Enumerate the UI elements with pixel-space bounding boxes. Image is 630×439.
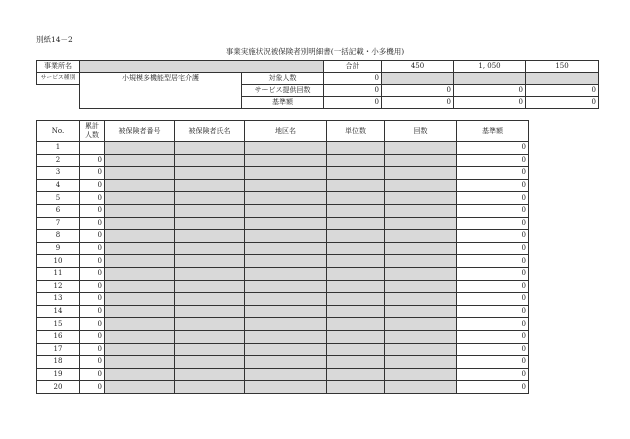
office-name-field[interactable] [80, 61, 324, 73]
district-field[interactable] [245, 368, 327, 381]
count-field[interactable] [385, 330, 457, 343]
col-insured-number: 被保険者番号 [105, 121, 175, 142]
cumulative-count: 0 [80, 356, 105, 369]
cumulative-count: 0 [80, 381, 105, 394]
insured-name-field[interactable] [175, 381, 245, 394]
office-label: 事業所名 [37, 61, 80, 73]
units-field[interactable] [327, 217, 385, 230]
units-field[interactable] [327, 267, 385, 280]
row-number: 5 [37, 192, 80, 205]
cumulative-count [80, 142, 105, 155]
district-field[interactable] [245, 230, 327, 243]
count-field[interactable] [385, 381, 457, 394]
table-row [37, 318, 529, 331]
count-field[interactable] [385, 154, 457, 167]
insured-name-field[interactable] [175, 343, 245, 356]
row-number: 6 [37, 204, 80, 217]
base-amount: 0 [457, 356, 529, 369]
units-field[interactable] [327, 305, 385, 318]
detail-header-row [37, 121, 529, 142]
base-amount: 0 [457, 167, 529, 180]
col-cumulative: 累計 人数 [80, 121, 105, 142]
insured-number-field[interactable] [105, 356, 175, 369]
insured-number-field[interactable] [105, 142, 175, 155]
base-amount: 0 [457, 305, 529, 318]
insured-name-field[interactable] [175, 167, 245, 180]
col-insured-name: 被保険者氏名 [175, 121, 245, 142]
col-district: 地区名 [245, 121, 327, 142]
count-field[interactable] [385, 368, 457, 381]
insured-name-field[interactable] [175, 255, 245, 268]
cumulative-count: 0 [80, 293, 105, 306]
row-number: 1 [37, 142, 80, 155]
cumulative-count: 0 [80, 179, 105, 192]
count-field[interactable] [385, 343, 457, 356]
row-number: 10 [37, 255, 80, 268]
count-field[interactable] [385, 280, 457, 293]
insured-name-field[interactable] [175, 217, 245, 230]
insured-name-field[interactable] [175, 192, 245, 205]
insured-name-field[interactable] [175, 142, 245, 155]
col-base-amount: 基準額 [457, 121, 529, 142]
units-field[interactable] [327, 330, 385, 343]
cumulative-count: 0 [80, 242, 105, 255]
insured-name-field[interactable] [175, 330, 245, 343]
units-field[interactable] [327, 154, 385, 167]
units-field[interactable] [327, 142, 385, 155]
count-field[interactable] [385, 267, 457, 280]
district-field[interactable] [245, 356, 327, 369]
insured-number-field[interactable] [105, 204, 175, 217]
summary-row-label: 基準額 [242, 97, 324, 109]
cumulative-count: 0 [80, 330, 105, 343]
row-number: 14 [37, 305, 80, 318]
district-field[interactable] [245, 305, 327, 318]
base-amount: 0 [457, 154, 529, 167]
summary-cell [526, 73, 599, 85]
units-field[interactable] [327, 230, 385, 243]
table-row [37, 280, 529, 293]
service-type-label: サービス種別 [37, 73, 80, 85]
summary-cell: 0 [454, 97, 526, 109]
base-amount: 0 [457, 381, 529, 394]
count-field[interactable] [385, 217, 457, 230]
insured-name-field[interactable] [175, 204, 245, 217]
row-number: 19 [37, 368, 80, 381]
table-row [37, 368, 529, 381]
district-field[interactable] [245, 318, 327, 331]
insured-name-field[interactable] [175, 318, 245, 331]
insured-name-field[interactable] [175, 267, 245, 280]
base-amount: 0 [457, 293, 529, 306]
cumulative-count: 0 [80, 280, 105, 293]
count-field[interactable] [385, 192, 457, 205]
row-number: 2 [37, 154, 80, 167]
units-field[interactable] [327, 192, 385, 205]
table-row [37, 293, 529, 306]
insured-number-field[interactable] [105, 154, 175, 167]
insured-name-field[interactable] [175, 242, 245, 255]
cumulative-count: 0 [80, 267, 105, 280]
unit-header-3: 150 [526, 61, 599, 73]
detail-table [36, 120, 529, 394]
district-field[interactable] [245, 179, 327, 192]
insured-number-field[interactable] [105, 230, 175, 243]
summary-total: 0 [324, 85, 382, 97]
units-field[interactable] [327, 204, 385, 217]
district-field[interactable] [245, 204, 327, 217]
summary-cell [382, 73, 454, 85]
summary-total: 0 [324, 73, 382, 85]
table-row [37, 167, 529, 180]
base-amount: 0 [457, 142, 529, 155]
count-field[interactable] [385, 179, 457, 192]
summary-total: 0 [324, 97, 382, 109]
table-row [37, 192, 529, 205]
base-amount: 0 [457, 368, 529, 381]
district-field[interactable] [245, 142, 327, 155]
row-number: 20 [37, 381, 80, 394]
district-field[interactable] [245, 381, 327, 394]
row-number: 9 [37, 242, 80, 255]
base-amount: 0 [457, 330, 529, 343]
base-amount: 0 [457, 280, 529, 293]
col-units: 単位数 [327, 121, 385, 142]
district-field[interactable] [245, 167, 327, 180]
base-amount: 0 [457, 179, 529, 192]
base-amount: 0 [457, 217, 529, 230]
base-amount: 0 [457, 204, 529, 217]
insured-number-field[interactable] [105, 179, 175, 192]
page-title: 事業実施状況被保険者別明細書(一括記載・小多機用) [225, 47, 405, 56]
cumulative-count: 0 [80, 305, 105, 318]
summary-cell: 0 [382, 85, 454, 97]
insured-name-field[interactable] [175, 179, 245, 192]
col-count: 回数 [385, 121, 457, 142]
units-field[interactable] [327, 242, 385, 255]
total-header: 合計 [324, 61, 382, 73]
insured-number-field[interactable] [105, 305, 175, 318]
district-field[interactable] [245, 280, 327, 293]
summary-cell: 0 [454, 85, 526, 97]
insured-number-field[interactable] [105, 267, 175, 280]
row-number: 8 [37, 230, 80, 243]
insured-number-field[interactable] [105, 255, 175, 268]
cumulative-count: 0 [80, 204, 105, 217]
count-field[interactable] [385, 255, 457, 268]
cumulative-count: 0 [80, 230, 105, 243]
table-row [37, 179, 529, 192]
summary-row-label: 対象人数 [242, 73, 324, 85]
insured-number-field[interactable] [105, 330, 175, 343]
cumulative-count: 0 [80, 167, 105, 180]
count-field[interactable] [385, 230, 457, 243]
unit-header-1: 450 [382, 61, 454, 73]
row-number: 15 [37, 318, 80, 331]
table-row [37, 204, 529, 217]
table-row [37, 305, 529, 318]
base-amount: 0 [457, 242, 529, 255]
row-number: 7 [37, 217, 80, 230]
district-field[interactable] [245, 293, 327, 306]
table-row [37, 381, 529, 394]
cumulative-count: 0 [80, 217, 105, 230]
insured-number-field[interactable] [105, 217, 175, 230]
units-field[interactable] [327, 255, 385, 268]
insured-name-field[interactable] [175, 154, 245, 167]
cumulative-count: 0 [80, 154, 105, 167]
col-no: No. [37, 121, 80, 142]
table-row [37, 343, 529, 356]
row-number: 17 [37, 343, 80, 356]
insured-number-field[interactable] [105, 343, 175, 356]
table-row [37, 330, 529, 343]
units-field[interactable] [327, 167, 385, 180]
summary-table [36, 60, 599, 109]
insured-number-field[interactable] [105, 192, 175, 205]
count-field[interactable] [385, 167, 457, 180]
cumulative-count: 0 [80, 255, 105, 268]
count-field[interactable] [385, 142, 457, 155]
district-field[interactable] [245, 192, 327, 205]
insured-name-field[interactable] [175, 280, 245, 293]
units-field[interactable] [327, 293, 385, 306]
insured-number-field[interactable] [105, 293, 175, 306]
insured-name-field[interactable] [175, 368, 245, 381]
row-number: 3 [37, 167, 80, 180]
district-field[interactable] [245, 255, 327, 268]
cumulative-count: 0 [80, 318, 105, 331]
insured-name-field[interactable] [175, 230, 245, 243]
summary-cell: 0 [382, 97, 454, 109]
unit-header-2: 1, 050 [454, 61, 526, 73]
insured-number-field[interactable] [105, 368, 175, 381]
units-field[interactable] [327, 343, 385, 356]
base-amount: 0 [457, 267, 529, 280]
insured-number-field[interactable] [105, 318, 175, 331]
district-field[interactable] [245, 217, 327, 230]
units-field[interactable] [327, 356, 385, 369]
summary-cell: 0 [526, 97, 599, 109]
cumulative-count: 0 [80, 192, 105, 205]
summary-cell [454, 73, 526, 85]
summary-row-label: サービス提供回数 [242, 85, 324, 97]
base-amount: 0 [457, 192, 529, 205]
units-field[interactable] [327, 318, 385, 331]
district-field[interactable] [245, 343, 327, 356]
row-number: 18 [37, 356, 80, 369]
base-amount: 0 [457, 255, 529, 268]
row-number: 11 [37, 267, 80, 280]
table-row [37, 356, 529, 369]
base-amount: 0 [457, 343, 529, 356]
table-row [37, 267, 529, 280]
table-row [37, 255, 529, 268]
units-field[interactable] [327, 179, 385, 192]
table-row [37, 217, 529, 230]
row-number: 16 [37, 330, 80, 343]
insured-number-field[interactable] [105, 381, 175, 394]
count-field[interactable] [385, 293, 457, 306]
district-field[interactable] [245, 242, 327, 255]
count-field[interactable] [385, 318, 457, 331]
row-number: 13 [37, 293, 80, 306]
row-number: 4 [37, 179, 80, 192]
count-field[interactable] [385, 242, 457, 255]
insured-number-field[interactable] [105, 242, 175, 255]
service-type-value: 小規模多機能型居宅介護 [80, 73, 242, 109]
base-amount: 0 [457, 318, 529, 331]
insured-name-field[interactable] [175, 356, 245, 369]
table-row [37, 142, 529, 155]
insured-name-field[interactable] [175, 305, 245, 318]
base-amount: 0 [457, 230, 529, 243]
count-field[interactable] [385, 356, 457, 369]
cumulative-count: 0 [80, 368, 105, 381]
insured-number-field[interactable] [105, 280, 175, 293]
units-field[interactable] [327, 381, 385, 394]
summary-cell: 0 [526, 85, 599, 97]
district-field[interactable] [245, 267, 327, 280]
form-id: 別紙14－2 [36, 35, 73, 44]
row-number: 12 [37, 280, 80, 293]
insured-number-field[interactable] [105, 167, 175, 180]
cumulative-count: 0 [80, 343, 105, 356]
units-field[interactable] [327, 280, 385, 293]
count-field[interactable] [385, 305, 457, 318]
table-row [37, 154, 529, 167]
table-row [37, 242, 529, 255]
insured-name-field[interactable] [175, 293, 245, 306]
units-field[interactable] [327, 368, 385, 381]
count-field[interactable] [385, 204, 457, 217]
district-field[interactable] [245, 154, 327, 167]
table-row [37, 230, 529, 243]
district-field[interactable] [245, 330, 327, 343]
